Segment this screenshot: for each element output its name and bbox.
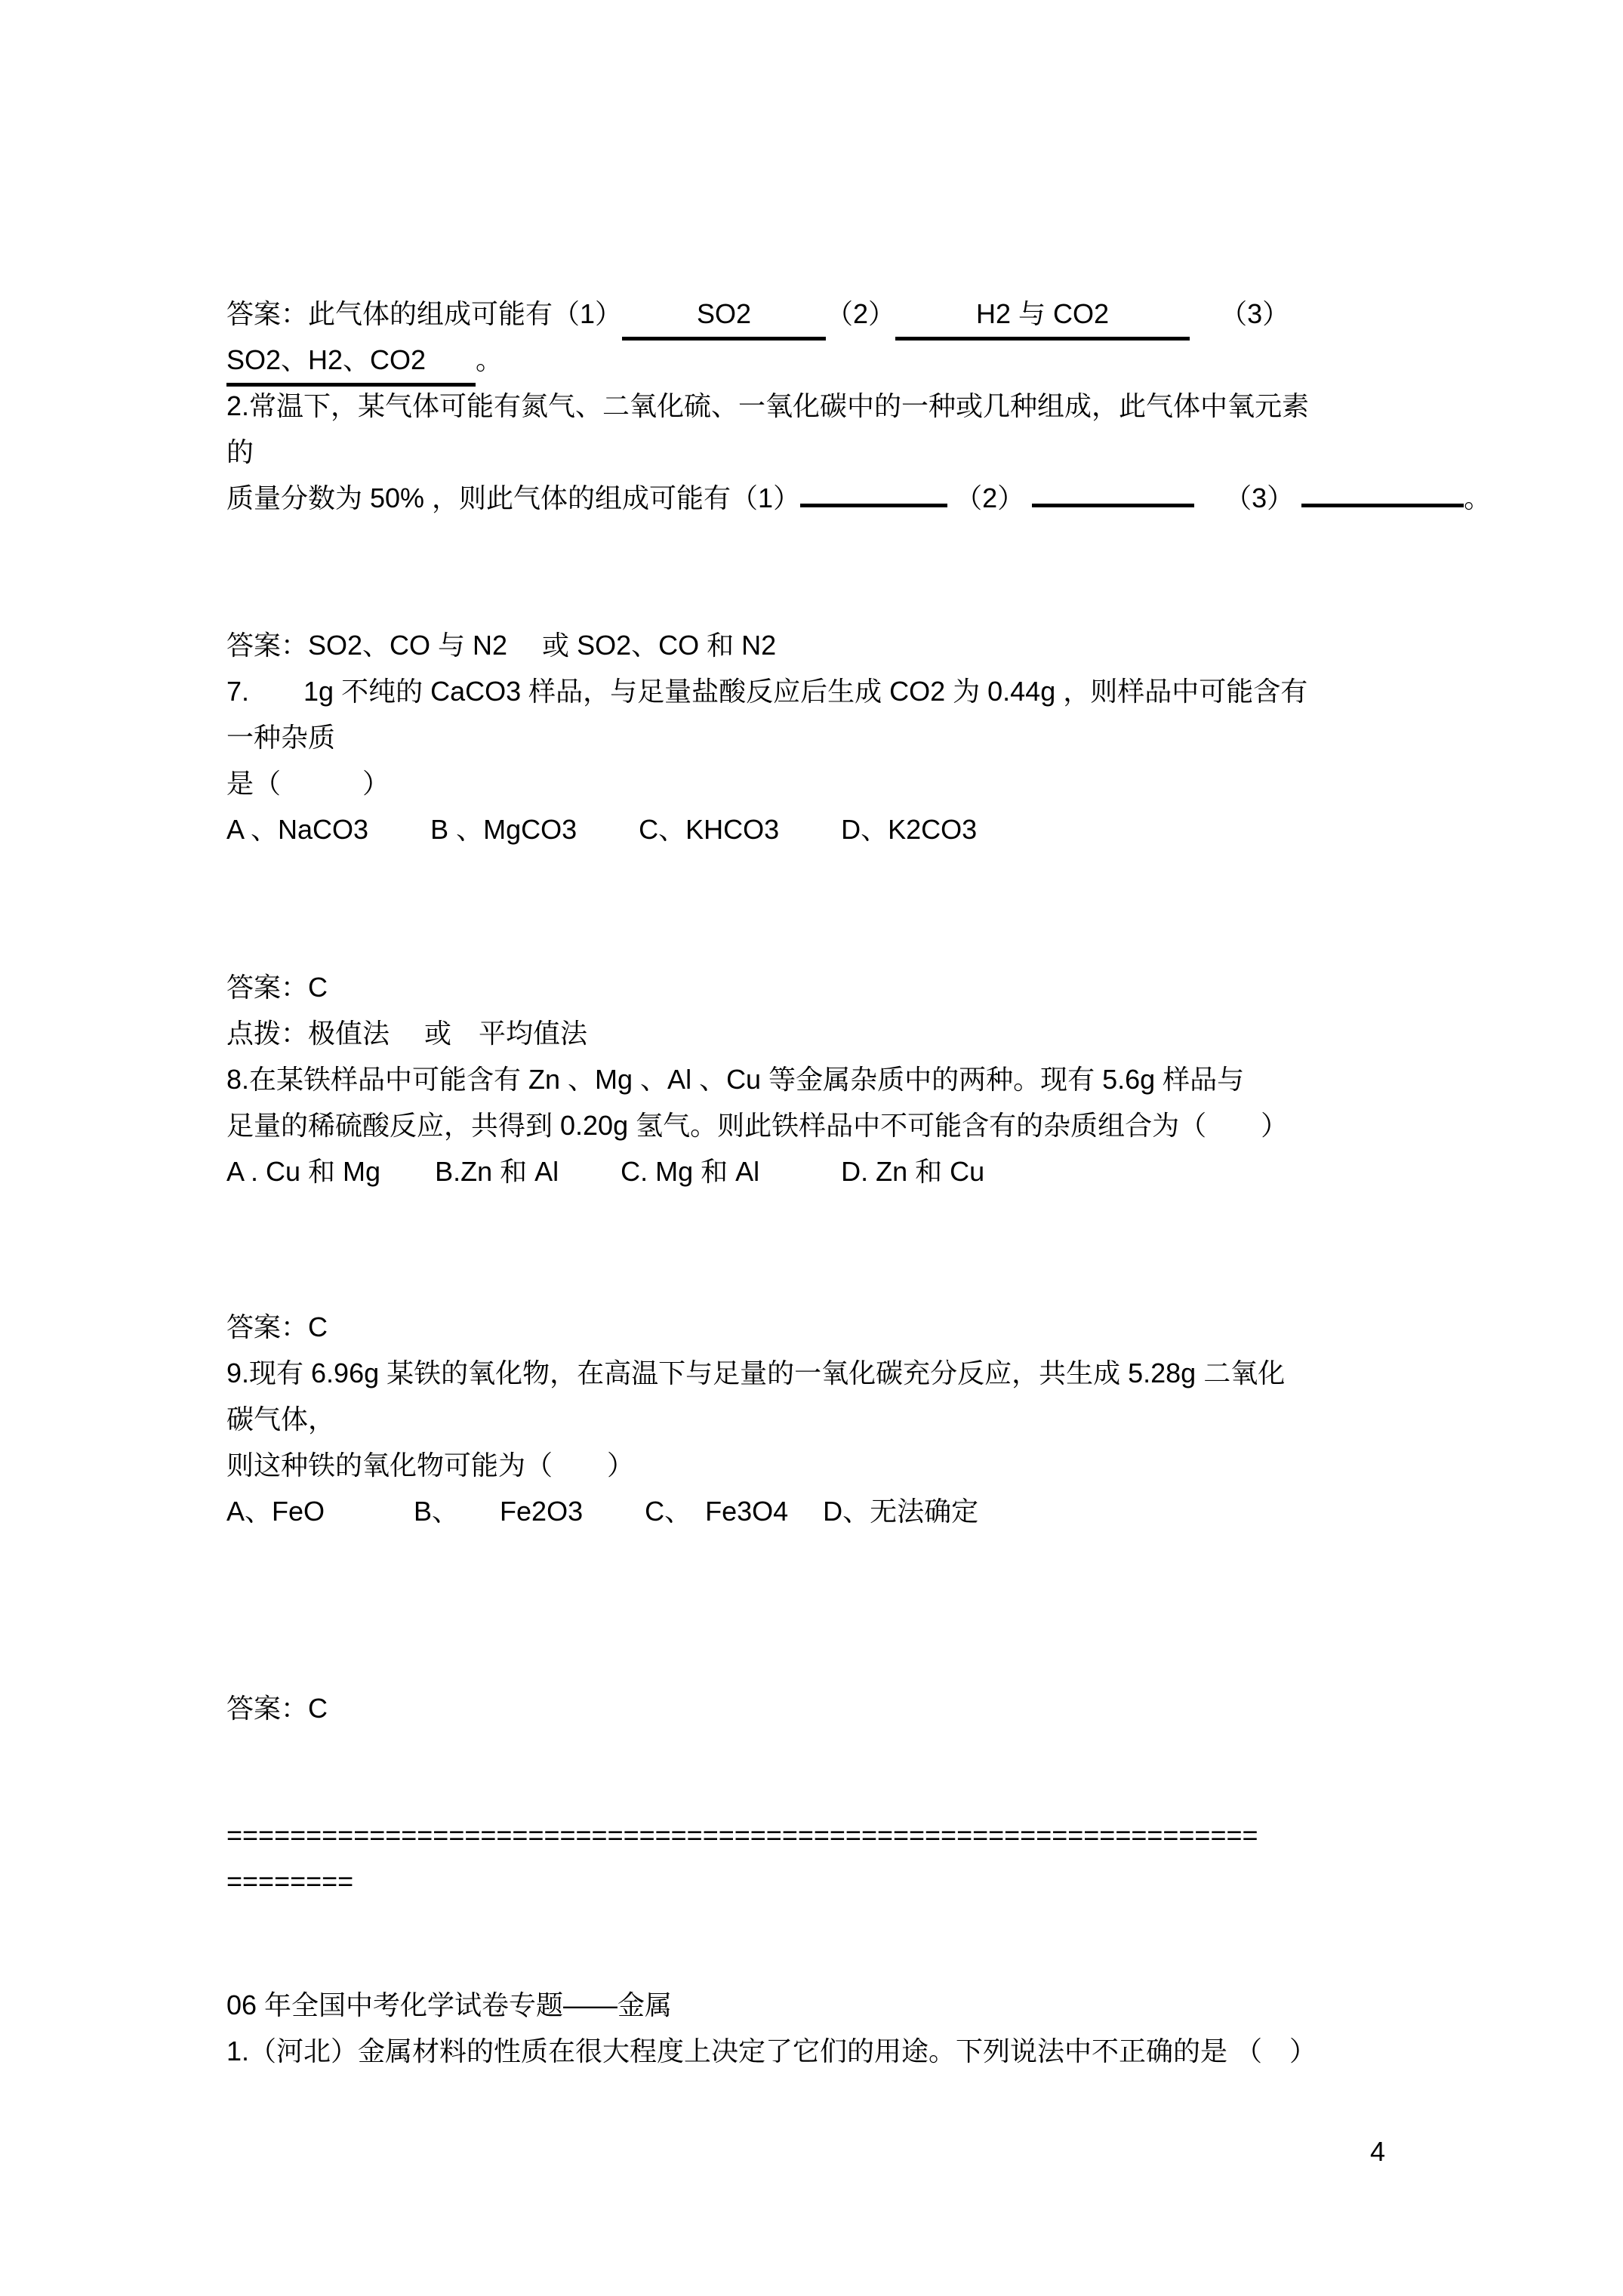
question-8-line-2: 足量的稀硫酸反应，共得到 0.20g 氢气。则此铁样品中不可能含有的杂质组合为（ ） xyxy=(226,1110,1289,1141)
question-1-metal: 1.（河北）金属材料的性质在很大程度上决定了它们的用途。下列说法中不正确的是 （ ） xyxy=(226,2036,1317,2066)
answer-gas-line-2 xyxy=(226,337,503,383)
question-7-line-3: 是（ ） xyxy=(226,768,390,799)
question-9-line-3: 则这种铁的氧化物可能为（ ） xyxy=(226,1450,635,1481)
question-2-prefix: 质量分数为 50% ，则此气体的组成可能有（1） xyxy=(226,482,801,513)
question-7-line-1: 7. 1g 不纯的 CaCO3 样品，与足量盐酸反应后生成 CO2 为 0.44g ，则样品中可能含有 xyxy=(226,676,1308,707)
question-8-options: A . Cu 和 Mg B.Zn 和 Al C. Mg 和 Al D. Zn 和 Cu xyxy=(226,1156,985,1187)
filled-blank-underline xyxy=(226,337,476,387)
answer-question-8: 答案：C xyxy=(226,1311,328,1342)
empty-blank-underline xyxy=(1301,504,1464,507)
question-7-line-2: 一种杂质 xyxy=(226,722,336,753)
question-9-options: A、FeO B、 Fe2O3 C、 Fe3O4 D、无法确定 xyxy=(226,1496,979,1527)
question-2-line-1: 2.常温下，某气体可能有氮气、二氧化硫、一氧化碳中的一种或几种组成，此气体中氧元素 xyxy=(226,390,1310,421)
filled-blank-underline xyxy=(622,291,826,341)
blank-text: SO2 xyxy=(697,298,752,329)
answer-gas-prefix: 答案：此气体的组成可能有（1） xyxy=(226,298,623,329)
hint-question-7: 点拨：极值法 或 平均值法 xyxy=(226,1018,588,1049)
answer-question-2: 答案：SO2、CO 与 N2 或 SO2、CO 和 N2 xyxy=(226,630,777,661)
separator-line-long: ================================================================= xyxy=(226,1820,1258,1851)
question-7-options: A 、NaCO3 B 、MgCO3 C、KHCO3 D、K2CO3 xyxy=(226,814,978,845)
empty-blank-underline xyxy=(1032,504,1194,507)
empty-blank-underline xyxy=(800,504,947,507)
period: 。 xyxy=(476,344,504,375)
answer-question-9: 答案：C xyxy=(226,1693,328,1724)
answer-question-7: 答案：C xyxy=(226,972,328,1003)
blank-text: H2 与 CO2 xyxy=(976,298,1110,329)
answer-gas-mid: （2） xyxy=(826,298,896,329)
question-2-mid2: （3） xyxy=(1224,482,1295,513)
page-number: 4 xyxy=(1369,2136,1385,2167)
question-9-line-1: 9.现有 6.96g 某铁的氧化物，在高温下与足量的一氧化碳充分反应，共生成 5.28g 二氧化 xyxy=(226,1358,1286,1388)
separator-line-short: ======== xyxy=(226,1866,354,1897)
question-2-line-2: 的 xyxy=(226,436,254,467)
answer-gas-line-1 xyxy=(226,291,1289,337)
answer-gas-suffix: （3） xyxy=(1220,298,1290,329)
section-title: 06 年全国中考化学试卷专题——金属 xyxy=(226,1989,673,2020)
question-2-line-3 xyxy=(226,475,1491,521)
filled-blank-underline xyxy=(895,291,1190,341)
period: 。 xyxy=(1464,482,1492,513)
question-9-line-2: 碳气体， xyxy=(226,1404,336,1435)
question-2-mid1: （2） xyxy=(955,482,1025,513)
question-8-line-1: 8.在某铁样品中可能含有 Zn 、Mg 、Al 、Cu 等金属杂质中的两种。现有 5.6g 样品与 xyxy=(226,1064,1245,1095)
blank-text: SO2、H2、CO2 xyxy=(226,344,427,375)
